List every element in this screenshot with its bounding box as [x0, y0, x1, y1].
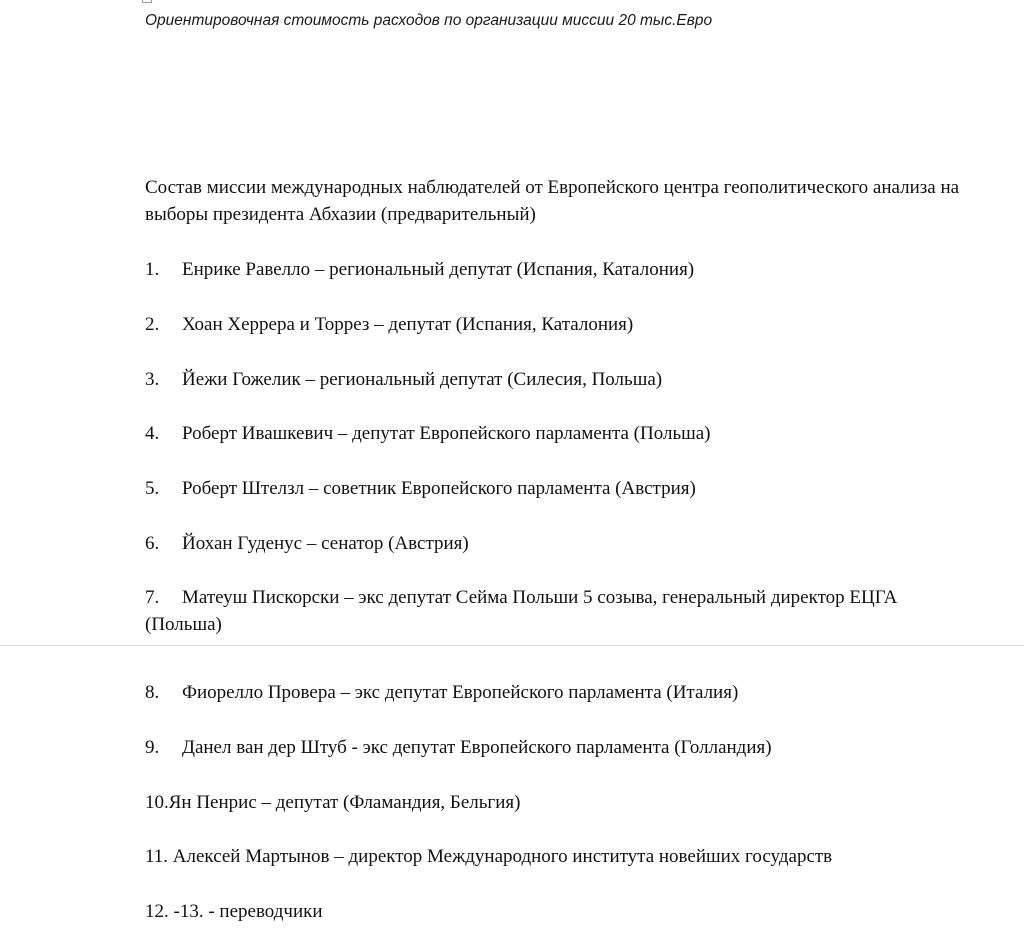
list-item — [145, 366, 965, 393]
list-item-number: 12. — [145, 901, 169, 922]
list-item-number: 8. — [145, 682, 160, 703]
list-item — [145, 584, 965, 638]
list-item-text: Енрике Равелло – региональный депутат (Испания, Каталония) — [182, 259, 695, 280]
list-item — [145, 843, 965, 870]
list-item — [145, 898, 965, 925]
list-item-number: 1. — [145, 259, 160, 280]
list-item-text: Данел ван дер Штуб - экс депутат Европейского парламента (Голландия) — [182, 737, 772, 758]
list-item — [145, 311, 965, 338]
list-item-number: 3. — [145, 369, 160, 390]
list-item — [145, 530, 965, 557]
list-item-number: 5. — [145, 478, 160, 499]
cost-note: Ориентировочная стоимость расходов по организации миссии 20 тыс.Евро — [145, 12, 713, 29]
list-item-number: 11. — [145, 846, 169, 867]
page-break-line — [0, 645, 1024, 646]
list-item-number: 2. — [145, 314, 160, 335]
list-item-text: Фиорелло Провера – экс депутат Европейского парламента (Италия) — [182, 682, 739, 703]
list-item-number: 4. — [145, 423, 160, 444]
list-item-number: 7. — [145, 587, 160, 608]
list-item-text: Матеуш Пискорски – экс депутат Сейма Польши 5 созыва, генеральный директор ЕЦГА (Польша) — [145, 587, 898, 635]
list-item-text: Алексей Мартынов – директор Международного института новейших государств — [168, 846, 833, 867]
list-item-text: Роберт Штелзл – советник Европейского парламента (Австрия) — [182, 478, 696, 499]
list-item — [145, 475, 965, 502]
list-item — [145, 420, 965, 447]
list-item — [145, 679, 965, 706]
list-item-number: 6. — [145, 533, 160, 554]
list-item-text: -13. - переводчики — [168, 901, 323, 922]
mission-intro: Состав миссии международных наблюдателей от Европейского центра геополитического анализа на выборы президента Абхазии (предварительный) — [145, 177, 960, 225]
list-item-text: Роберт Ивашкевич – депутат Европейского парламента (Польша) — [182, 423, 711, 444]
list-item-text: Хоан Херрера и Торрез – депутат (Испания, Каталония) — [182, 314, 634, 335]
page-corner-mark — [142, 0, 152, 3]
list-item-text: Йохан Гуденус – сенатор (Австрия) — [182, 533, 469, 554]
list-item-number: 10. — [145, 792, 169, 813]
list-item-text: Йежи Гожелик – региональный депутат (Силесия, Польша) — [182, 369, 663, 390]
list-item — [145, 256, 965, 283]
list-item-number: 9. — [145, 737, 160, 758]
list-item-text: Ян Пенрис – депутат (Фламандия, Бельгия) — [168, 792, 521, 813]
list-item — [145, 789, 965, 816]
list-item — [145, 734, 965, 761]
